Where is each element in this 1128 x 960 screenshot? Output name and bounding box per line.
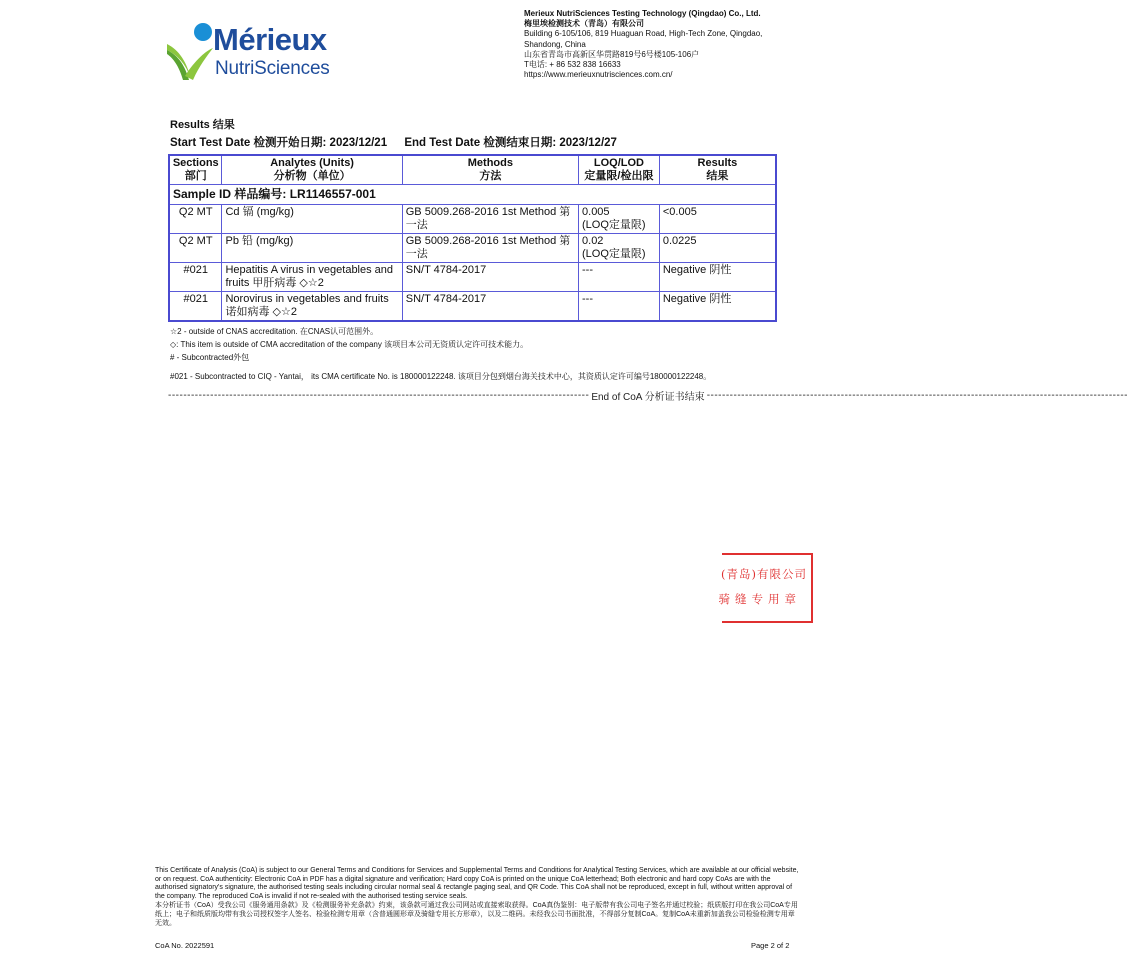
- note-ciq: #021 - Subcontracted to CIQ - Yantai， its CMA certificate No. is 180000122248. 该项目分包到烟台海关技术中心，其资质认定许可编号180000122248。: [170, 372, 712, 381]
- company-website: https://www.merieuxnutrisciences.com.cn/: [524, 70, 673, 80]
- header-loq-lod: LOQ/LOD 定量限/检出限: [579, 155, 660, 185]
- company-info: [524, 9, 824, 80]
- cell-method: SN/T 4784-2017: [402, 292, 578, 322]
- company-name-cn: 梅里埃检测技术（青岛）有限公司: [524, 19, 644, 29]
- table-row: [169, 205, 776, 234]
- company-address-line2: Shandong, China: [524, 39, 586, 49]
- end-of-coa-line: [168, 388, 1128, 403]
- note-cma: ◇: This item is outside of CMA accreditation of the company 该项目本公司无资质认定许可技术能力。: [170, 340, 529, 349]
- header-methods: Methods 方法: [402, 155, 578, 185]
- cell-method: GB 5009.268-2016 1st Method 第一法: [402, 234, 578, 263]
- cell-result: Negative 阴性: [659, 263, 776, 292]
- company-address-line1: Building 6-105/106, 819 Huaguan Road, High-Tech Zone, Qingdao,: [524, 29, 763, 39]
- page-number: Page 2 of 2: [751, 941, 790, 950]
- footnotes: [170, 325, 711, 383]
- cell-analyte: Hepatitis A virus in vegetables and fruits 甲肝病毒 ◇☆2: [222, 263, 402, 292]
- results-table: [168, 154, 777, 322]
- company-phone: T电话: + 86 532 838 16633: [524, 60, 621, 70]
- sample-id-label: Sample ID 样品编号:: [173, 187, 287, 201]
- cell-section: #021: [169, 263, 222, 292]
- seal-line1: (青岛)有限公司: [721, 567, 807, 581]
- sample-id-cell: [169, 185, 776, 205]
- cell-result: Negative 阴性: [659, 292, 776, 322]
- cell-loq: 0.005 (LOQ定量限): [579, 205, 660, 234]
- cell-loq: ---: [579, 292, 660, 322]
- header-results: Results 结果: [659, 155, 776, 185]
- cell-analyte: Cd 镉 (mg/kg): [222, 205, 402, 234]
- logo-text-nutrisciences: NutriSciences: [215, 58, 330, 79]
- end-date-value: 2023/12/27: [559, 137, 617, 149]
- end-date-label: End Test Date 检测结束日期:: [404, 137, 557, 149]
- divider: --------------------------------------------------------------------------------------------------------------: [706, 390, 1128, 401]
- paging-seal: [718, 553, 813, 623]
- table-header-row: [169, 155, 776, 185]
- table-row: [169, 234, 776, 263]
- company-address-cn: 山东省青岛市高新区华贯路819号6号楼105-106户: [524, 49, 700, 59]
- logo-text-merieux: Mérieux: [213, 22, 327, 57]
- start-date-label: Start Test Date 检测开始日期:: [170, 137, 327, 149]
- cell-loq: 0.02 (LOQ定量限): [579, 234, 660, 263]
- divider: --------------------------------------------------------------------------------------------------------------: [168, 390, 590, 401]
- table-row: [169, 292, 776, 322]
- sample-id-value: LR1146557-001: [289, 187, 376, 201]
- cell-analyte: Pb 铅 (mg/kg): [222, 234, 402, 263]
- table-row: [169, 263, 776, 292]
- cell-result: <0.005: [659, 205, 776, 234]
- footer-terms: [155, 867, 800, 928]
- coa-number: CoA No. 2022591: [155, 941, 215, 950]
- cell-section: Q2 MT: [169, 205, 222, 234]
- start-date-value: 2023/12/21: [329, 137, 388, 149]
- cell-section: Q2 MT: [169, 234, 222, 263]
- end-of-coa-label: End of CoA 分析证书结束: [591, 392, 705, 403]
- sample-id-row: [169, 185, 776, 205]
- header-analytes: Analytes (Units) 分析物（单位）: [222, 155, 402, 185]
- cell-method: GB 5009.268-2016 1st Method 第一法: [402, 205, 578, 234]
- header-sections: Sections 部门: [169, 155, 222, 185]
- results-title: Results 结果: [170, 119, 235, 131]
- logo-swoosh-icon: [165, 20, 213, 82]
- footer-terms-en: This Certificate of Analysis (CoA) is subject to our General Terms and Conditions for Services and Supplemental Terms and Conditions for Analytical Testing Services, which are available at our official website, or on request. CoA authenticity: Electronic CoA in PDF has a digital signature and verification; Hard copy CoA is printed on the unique CoA letterhead; Both electronic and hard copy CoAs are with the authorised signatory's signature, the authorised testing seals including circular normal seal & rectangle paging seal, and QR Code. This CoA shall not be reproduced, except in full, without written approval of the company. The reproduced CoA is invalid if not re-sealed with the authorised testing service seals.: [155, 867, 799, 900]
- seal-line2: 骑缝专用章: [718, 592, 801, 606]
- cell-result: 0.0225: [659, 234, 776, 263]
- cell-analyte: Norovirus in vegetables and fruits 诺如病毒 ◇☆2: [222, 292, 402, 322]
- footer-terms-cn: 本分析证书（CoA）受我公司《服务通用条款》及《检测服务补充条款》约束，该条款可通过我公司网站或直接索取获得。CoA真伪鉴别：电子版带有我公司电子签名并通过校验；纸质版打印在我公司CoA专用纸上；电子和纸质版均带有我公司授权签字人签名、检验检测专用章（含普通圆形章及骑缝专用长方形章），以及二维码。未经我公司书面批准，不得部分复制CoA。复制CoA未重新加盖我公司检验检测专用章无效。: [155, 902, 798, 927]
- cell-method: SN/T 4784-2017: [402, 263, 578, 292]
- company-logo: [165, 20, 345, 82]
- note-subcontracted: # - Subcontracted外包: [170, 353, 250, 362]
- cell-loq: ---: [579, 263, 660, 292]
- note-cnas: ☆2 - outside of CNAS accreditation. 在CNAS认可范围外。: [170, 327, 379, 336]
- test-dates: [170, 134, 617, 150]
- cell-section: #021: [169, 292, 222, 322]
- company-name-en: Merieux NutriSciences Testing Technology (Qingdao) Co., Ltd.: [524, 9, 761, 18]
